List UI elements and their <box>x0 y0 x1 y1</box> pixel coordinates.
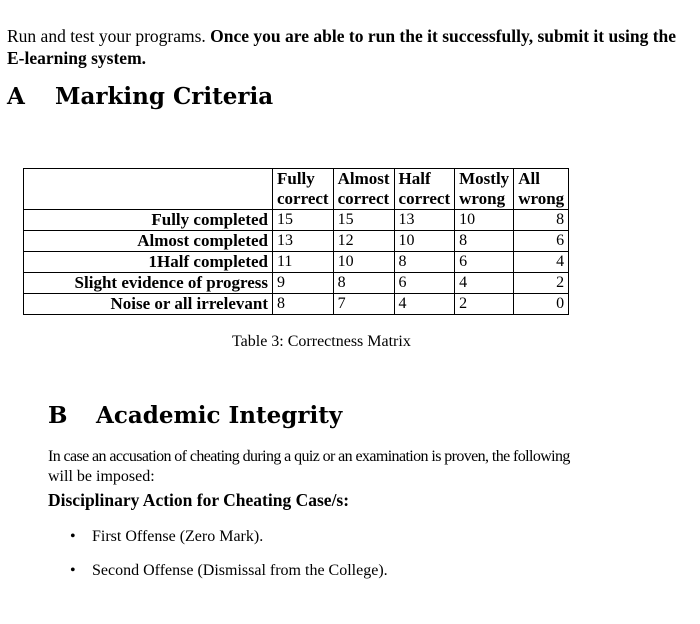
matrix-cell: 9 <box>273 273 334 294</box>
col-header-line: correct <box>398 189 451 208</box>
table-caption: Table 3: Correctness Matrix <box>232 333 411 350</box>
disciplinary-heading: Disciplinary Action for Cheating Case/s: <box>48 490 350 510</box>
col-header-line: correct <box>337 189 390 208</box>
row-label: 1Half completed <box>24 252 273 273</box>
matrix-cell: 4 <box>514 252 569 273</box>
intro-paragraph <box>7 25 697 69</box>
col-header-line: All <box>518 169 540 188</box>
integrity-line-2: will be imposed: <box>48 468 155 485</box>
matrix-cell: 8 <box>273 294 334 315</box>
matrix-row <box>24 273 569 294</box>
section-b-number: B <box>48 402 68 429</box>
matrix-cell: 2 <box>455 294 514 315</box>
section-a-number: A <box>7 83 25 110</box>
row-label: Slight evidence of progress <box>24 273 273 294</box>
matrix-cell: 6 <box>514 231 569 252</box>
matrix-row <box>24 294 569 315</box>
col-header-line: Almost <box>337 169 390 188</box>
col-header-fully-correct <box>273 169 334 210</box>
matrix-cell: 4 <box>394 294 455 315</box>
row-label: Fully completed <box>24 210 273 231</box>
col-header-almost-correct <box>333 169 394 210</box>
matrix-cell: 15 <box>273 210 334 231</box>
col-header-line: Half <box>398 169 431 188</box>
matrix-row <box>24 210 569 231</box>
matrix-header-row <box>24 169 569 210</box>
col-header-half-correct <box>394 169 455 210</box>
col-header-all-wrong <box>514 169 569 210</box>
offense-text: First Offense (Zero Mark). <box>92 528 264 545</box>
matrix-cell: 8 <box>514 210 569 231</box>
bullet-icon: • <box>70 528 76 545</box>
matrix-cell: 13 <box>394 210 455 231</box>
list-item <box>70 554 388 588</box>
list-item <box>70 520 388 554</box>
intro-text: Run and test your programs. <box>7 26 206 46</box>
matrix-cell: 4 <box>455 273 514 294</box>
col-header-line: correct <box>277 189 329 208</box>
matrix-cell: 8 <box>333 273 394 294</box>
matrix-cell: 6 <box>455 252 514 273</box>
matrix-cell: 13 <box>273 231 334 252</box>
integrity-paragraph <box>48 447 700 487</box>
matrix-cell: 15 <box>333 210 394 231</box>
row-label: Noise or all irrelevant <box>24 294 273 315</box>
col-header-line: wrong <box>518 189 565 208</box>
matrix-cell: 6 <box>394 273 455 294</box>
matrix-cell: 11 <box>273 252 334 273</box>
matrix-cell: 0 <box>514 294 569 315</box>
col-header-line: Mostly <box>459 169 510 188</box>
matrix-cell: 10 <box>333 252 394 273</box>
matrix-cell: 7 <box>333 294 394 315</box>
section-b-heading <box>48 402 342 429</box>
matrix-cell: 10 <box>455 210 514 231</box>
col-header-line: Fully <box>277 169 315 188</box>
matrix-cell: 8 <box>394 252 455 273</box>
matrix-row <box>24 231 569 252</box>
offense-list <box>70 520 388 588</box>
intro-bold-text: Once you are able to run the it successfully, submit it using the E-learning system. <box>7 26 677 68</box>
matrix-cell: 10 <box>394 231 455 252</box>
matrix-cell: 2 <box>514 273 569 294</box>
correctness-matrix <box>23 168 569 315</box>
section-a-heading <box>7 83 273 110</box>
matrix-cell: 12 <box>333 231 394 252</box>
matrix-cell: 8 <box>455 231 514 252</box>
matrix-corner-cell <box>24 169 273 210</box>
bullet-icon: • <box>70 562 76 579</box>
matrix-row <box>24 252 569 273</box>
col-header-mostly-wrong <box>455 169 514 210</box>
section-a-title: Marking Criteria <box>55 83 274 110</box>
section-b-title: Academic Integrity <box>96 402 343 429</box>
integrity-line-1: In case an accusation of cheating during a quiz or an examination is proven, the following <box>48 448 570 465</box>
row-label: Almost completed <box>24 231 273 252</box>
offense-text: Second Offense (Dismissal from the College). <box>92 562 388 579</box>
col-header-line: wrong <box>459 189 506 208</box>
